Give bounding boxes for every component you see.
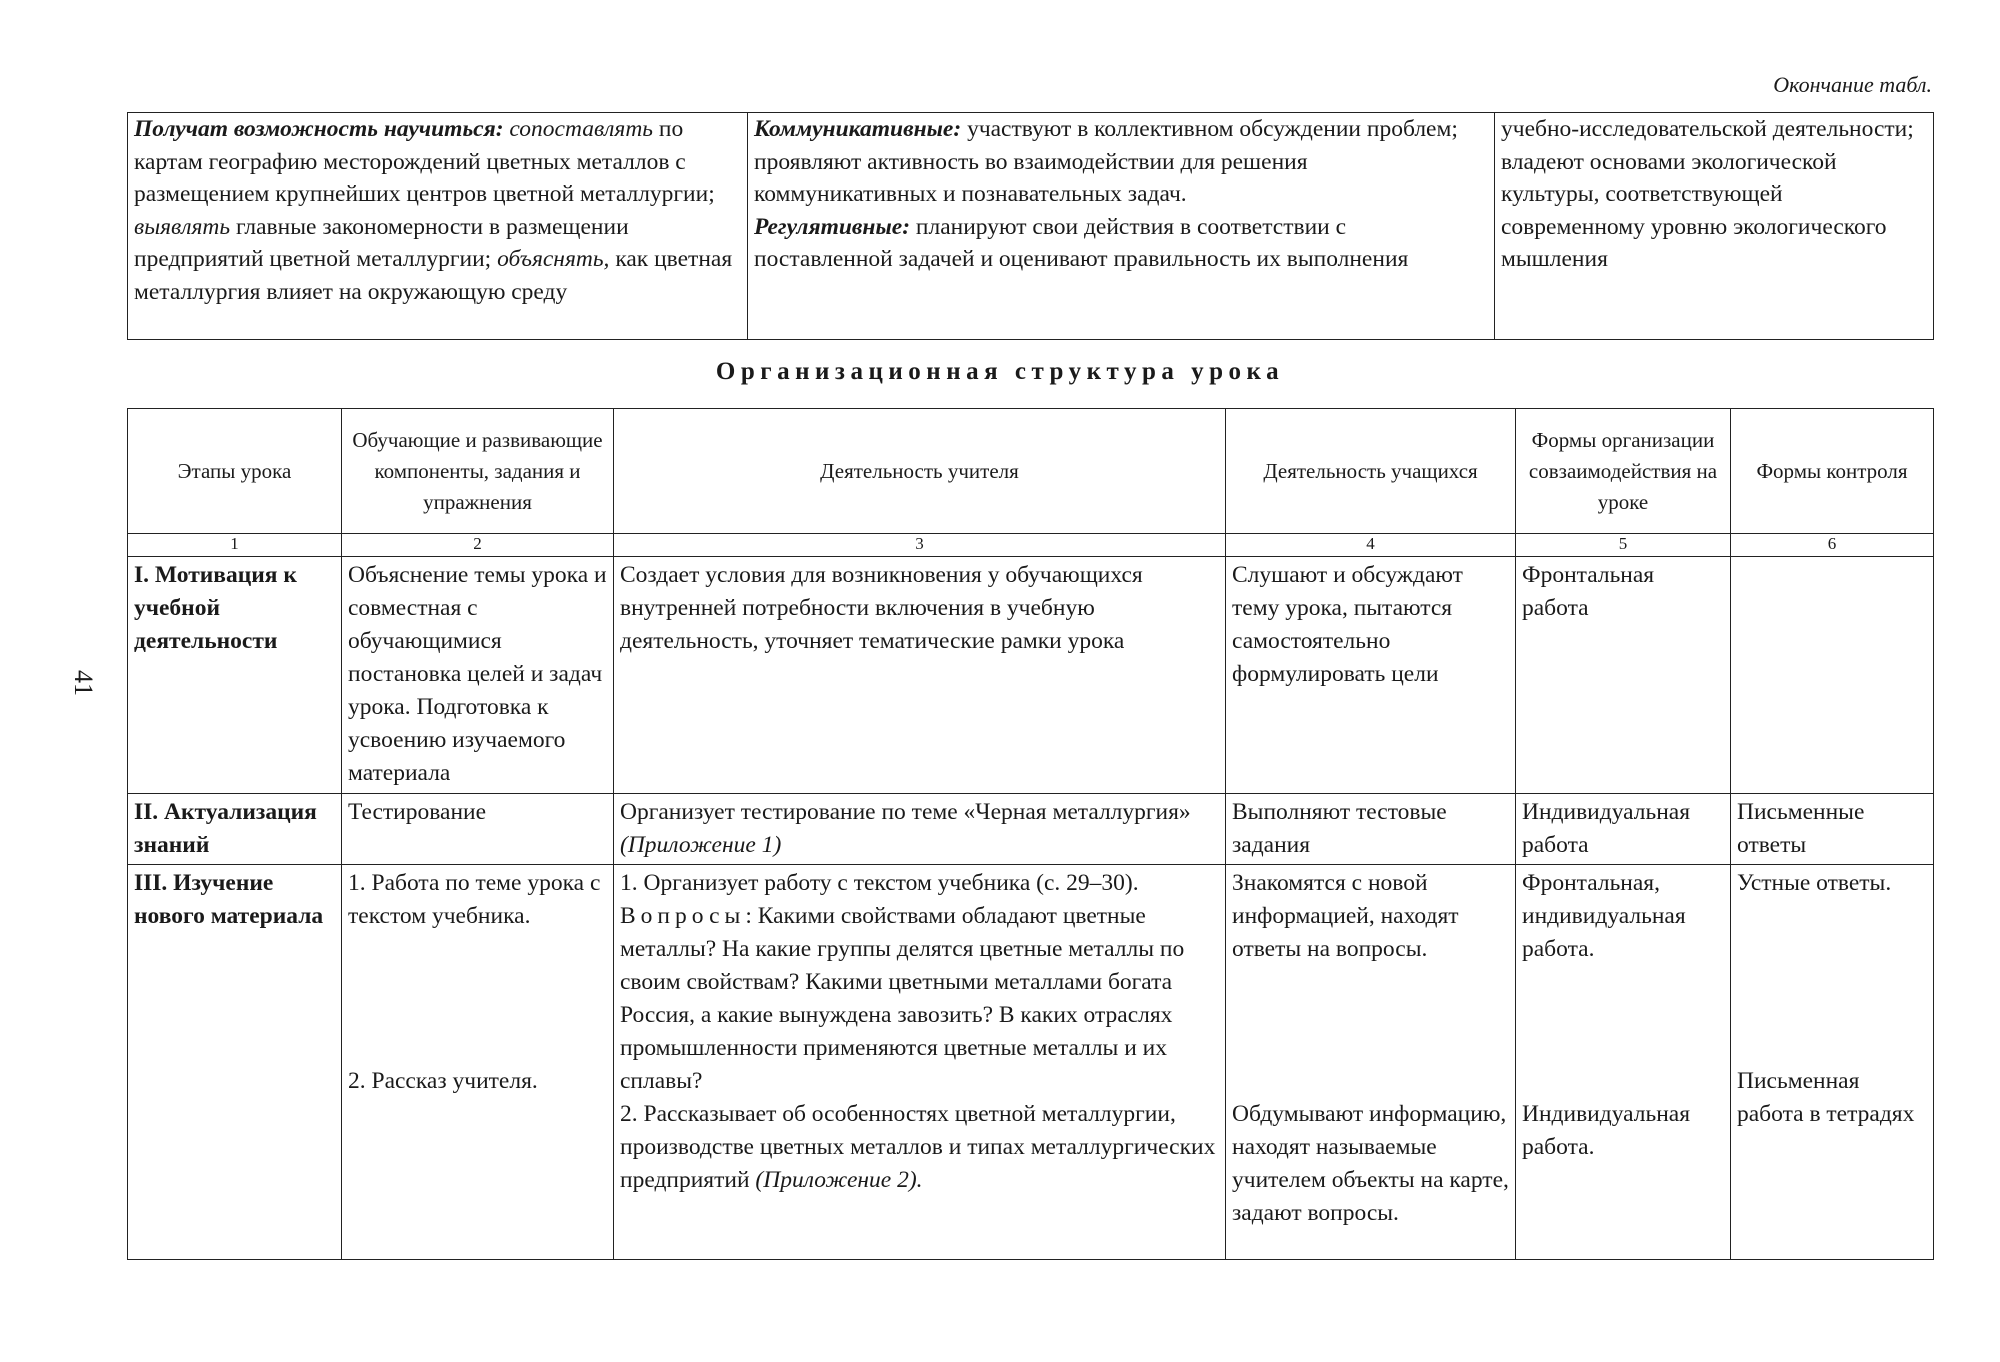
control-cell: [1731, 865, 1934, 1260]
outcomes-verb-3: объяснять,: [497, 246, 610, 272]
forms-item-1: Фронтальная, индивидуальная работа.: [1522, 870, 1686, 962]
teacher-item-1: [620, 867, 1219, 1098]
outcomes-lead: Получат возможность научиться:: [134, 116, 504, 142]
continuation-label: Окончание табл.: [1773, 72, 1932, 97]
outcomes-text-1: по картам географию месторождений цветных металлов с размещением крупнейших центров цветной металлургии;: [134, 116, 715, 207]
header-teacher: Деятельность учителя: [614, 409, 1226, 534]
section-title: Организационная структура урока: [715, 358, 1285, 385]
outcomes-text-3: как цветная металлургия влияет на окружающую среду: [134, 246, 733, 305]
control-item-1: Устные ответы.: [1737, 870, 1892, 896]
personal-text: учебно-исследовательской деятельности; владеют основами экологической культуры, соответствующей современному уровню экологического мышления: [1501, 116, 1914, 272]
stage-cell: I. Мотивация к учебной деятельности: [128, 557, 342, 794]
header-forms: Формы организации совзаимодействия на уроке: [1516, 409, 1731, 534]
header-students: Деятельность учащихся: [1226, 409, 1516, 534]
teacher-cell: [614, 794, 1226, 865]
component-item-2: 2. Рассказ учителя.: [348, 1068, 538, 1094]
stage-cell: III. Изучение нового материала: [128, 865, 342, 1260]
outcomes-verb-2: выявлять: [134, 213, 231, 240]
header-stages: Этапы урока: [128, 409, 342, 534]
regulative-lead: Регулятивные:: [754, 213, 911, 240]
column-number: 6: [1731, 534, 1934, 557]
outcomes-cell-3: [1495, 113, 1934, 340]
forms-cell: Индивидуальная работа: [1516, 794, 1731, 865]
component-item-1: 1. Работа по теме урока с текстом учебника.: [348, 870, 601, 929]
questions-text: : Какими свойствами обладают цветные металлы? На какие группы делятся цветные металлы по своим свойствам? Какими цветными металлами богата Россия, а какие вынуждена завозить? В каких отраслях промышленности применяются цветные металлы и их сплавы?: [620, 903, 1185, 1094]
communicative-text: участвуют в коллективном обсуждении проблем; проявляют активность во взаимодействии для решения коммуникативных и познавательных задач.: [754, 116, 1458, 207]
control-cell: Письменные ответы: [1731, 794, 1934, 865]
teacher-item-1-intro: 1. Организует работу с текстом учебника (с. 29–30).: [620, 870, 1139, 896]
regulative-text: планируют свои действия в соответствии с поставленной задачей и оценивают правильность их выполнения: [754, 213, 1409, 272]
number-row: [128, 534, 1934, 557]
table-row: [128, 794, 1934, 865]
column-number: 4: [1226, 534, 1516, 557]
table-row: [128, 557, 1934, 794]
questions-label: Вопросы: [620, 903, 746, 929]
forms-cell: Фронтальная работа: [1516, 557, 1731, 794]
table-row: [128, 865, 1934, 1260]
column-number: 1: [128, 534, 342, 557]
appendix-ref: (Приложение 2).: [755, 1167, 923, 1193]
teacher-cell: [614, 865, 1226, 1260]
outcomes-table: [127, 112, 1934, 340]
outcomes-text-2: главные закономерности в размещении предприятий цветной металлургии;: [134, 213, 629, 272]
teacher-item-2-text: 2. Рассказывает об особенностях цветной металлургии, производстве цветных металлов и типах металлургических предприятий: [620, 1101, 1216, 1193]
teacher-cell: Создает условия для возникновения у обучающихся внутренней потребности включения в учебную деятельность, уточняет тематические рамки урока: [614, 557, 1226, 794]
forms-cell: [1516, 865, 1731, 1260]
control-cell: [1731, 557, 1934, 794]
outcomes-verb-1: сопоставлять: [509, 116, 653, 142]
students-cell: Слушают и обсуждают тему урока, пытаются самостоятельно формулировать цели: [1226, 557, 1516, 794]
page-number: 41: [69, 670, 98, 696]
components-cell: Объяснение темы урока и совместная с обучающимися постановка целей и задач урока. Подготовка к усвоению изучаемого материала: [342, 557, 614, 794]
students-cell: [1226, 865, 1516, 1260]
column-number: 3: [614, 534, 1226, 557]
control-item-2: Письменная работа в тетрадях: [1737, 1068, 1915, 1127]
outcomes-cell-2: [748, 113, 1495, 340]
outcomes-cell-1: [128, 113, 748, 340]
header-row: [128, 409, 1934, 534]
components-cell: Тестирование: [342, 794, 614, 865]
column-number: 5: [1516, 534, 1731, 557]
teacher-text: Организует тестирование по теме «Черная металлургия»: [620, 799, 1191, 825]
students-cell: Выполняют тестовые задания: [1226, 794, 1516, 865]
students-item-2: Обдумывают информацию, находят называемые учителем объекты на карте, задают вопросы.: [1232, 1101, 1509, 1226]
appendix-ref: (Приложение 1): [620, 832, 782, 858]
lesson-structure-table: [127, 408, 1934, 1260]
header-components: Обучающие и развивающие компоненты, задания и упражнения: [342, 409, 614, 534]
students-item-1: Знакомятся с новой информацией, находят ответы на вопросы.: [1232, 870, 1459, 962]
stage-cell: II. Актуализация знаний: [128, 794, 342, 865]
teacher-item-2: [620, 1098, 1219, 1197]
forms-item-2: Индивидуальная работа.: [1522, 1101, 1691, 1160]
header-control: Формы контроля: [1731, 409, 1934, 534]
communicative-lead: Коммуникативные:: [754, 116, 962, 142]
components-cell: [342, 865, 614, 1260]
column-number: 2: [342, 534, 614, 557]
